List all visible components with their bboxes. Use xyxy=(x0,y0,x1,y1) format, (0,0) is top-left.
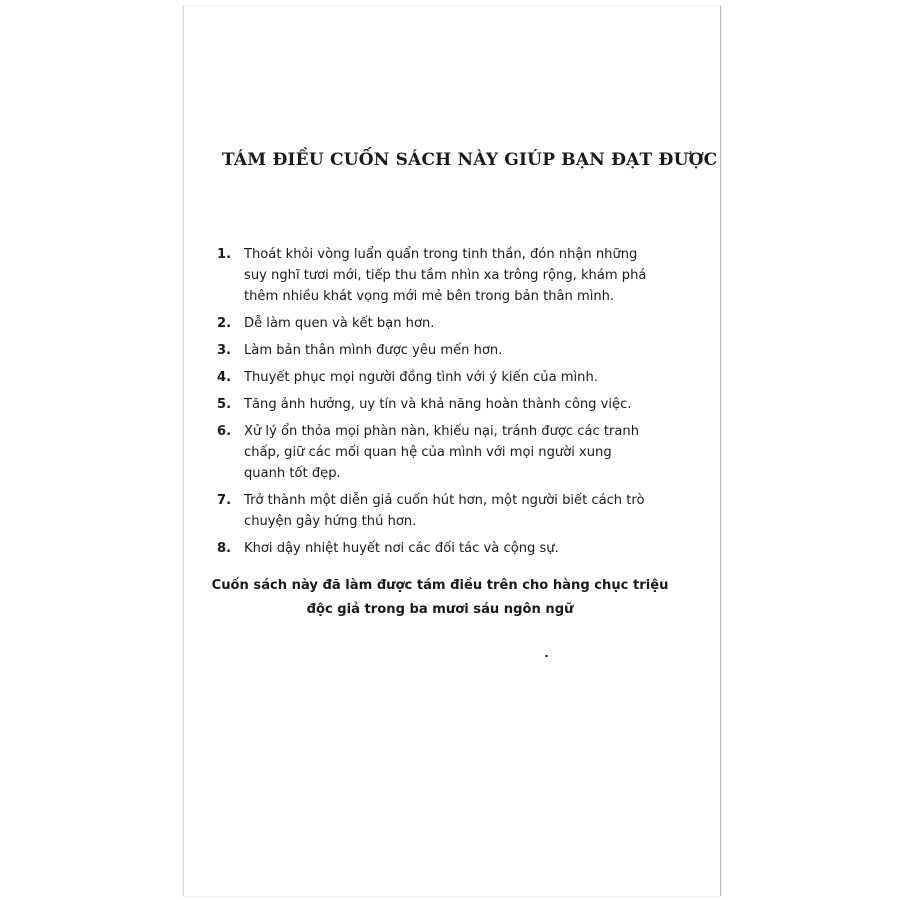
closing-statement xyxy=(205,574,675,622)
page-title: TÁM ĐIỀU CUỐN SÁCH NÀY GIÚP BẠN ĐẠT ĐƯỢC xyxy=(222,150,718,170)
item-text: Tăng ảnh hưởng, uy tín và khả năng hoàn thành công việc. xyxy=(244,397,632,412)
item-number: 3. xyxy=(217,343,232,358)
item-text: Làm bản thân mình được yêu mến hơn. xyxy=(244,343,503,358)
list-item xyxy=(217,490,657,532)
closing-line: Cuốn sách này đã làm được tám điều trên cho hàng chục triệu xyxy=(211,578,669,593)
closing-line: độc giả trong ba mươi sáu ngôn ngữ xyxy=(306,602,574,617)
item-text: Thoát khỏi vòng luẩn quẩn trong tinh thần, đón nhận những suy nghĩ tươi mới, tiếp thu tầm nhìn xa trông rộng, khám phá thêm nhiều khát vọng mới mẻ bên trong bản thân mình. xyxy=(244,247,647,304)
item-number: 1. xyxy=(217,247,232,262)
item-number: 4. xyxy=(217,370,232,385)
item-text: Dễ làm quen và kết bạn hơn. xyxy=(244,316,435,331)
list-item xyxy=(217,394,657,415)
list-item xyxy=(217,367,657,388)
item-text: Thuyết phục mọi người đồng tình với ý kiến của mình. xyxy=(244,370,598,385)
ink-speck xyxy=(545,655,548,657)
item-number: 5. xyxy=(217,397,232,412)
list-item xyxy=(217,340,657,361)
list-item xyxy=(217,313,657,334)
item-number: 8. xyxy=(217,541,232,556)
item-number: 2. xyxy=(217,316,232,331)
item-number: 7. xyxy=(217,493,232,508)
list-item xyxy=(217,538,657,559)
item-text: Xử lý ổn thỏa mọi phàn nàn, khiếu nại, tránh được các tranh chấp, giữ các mối quan hệ của mình với mọi người xung quanh tốt đẹp. xyxy=(244,424,640,481)
item-text: Khơi dậy nhiệt huyết nơi các đối tác và cộng sự. xyxy=(244,541,559,556)
item-text: Trở thành một diễn giả cuốn hút hơn, một người biết cách trò chuyện gây hứng thú hơn. xyxy=(244,493,645,529)
benefits-list xyxy=(217,244,657,565)
item-number: 6. xyxy=(217,424,232,439)
list-item xyxy=(217,244,657,307)
list-item xyxy=(217,421,657,484)
